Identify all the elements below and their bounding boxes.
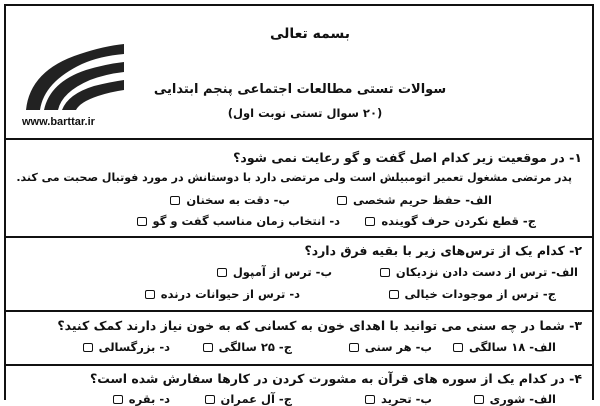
checkbox-icon[interactable] [203, 343, 213, 352]
exam-note: (۲۰ سوال تستی نوبت اول) [227, 106, 383, 120]
checkbox-icon[interactable] [83, 343, 93, 352]
question-2-option-c[interactable] [389, 287, 556, 301]
question-4-option-b[interactable] [365, 392, 432, 406]
checkbox-icon[interactable] [337, 196, 347, 205]
checkbox-icon[interactable] [474, 395, 484, 404]
question-3-option-d[interactable] [83, 340, 170, 354]
option-label: ج- قطع نکردن حرف گوینده [381, 214, 536, 228]
option-label: ب- هر سنی [364, 340, 432, 354]
question-2-option-a[interactable] [380, 265, 578, 279]
question-2-option-b[interactable] [217, 265, 332, 279]
question-4-option-a[interactable] [474, 392, 556, 406]
option-label: الف- ۱۸ سالگی [468, 340, 556, 354]
question-1-option-d[interactable] [137, 214, 341, 228]
page-title: بسمه تعالی [269, 26, 351, 42]
option-label: د- بقره [128, 392, 170, 406]
exam-subtitle: سوالات تستی مطالعات اجتماعی پنجم ابتدایی [153, 82, 447, 97]
option-label: د- انتخاب زمان مناسب گفت و گو [152, 214, 340, 228]
question-3-option-a[interactable] [453, 340, 556, 354]
option-label: ج- ترس از موجودات خیالی [404, 287, 556, 301]
question-2-option-d[interactable] [145, 287, 300, 301]
checkbox-icon[interactable] [365, 217, 375, 226]
question-4-option-c[interactable] [205, 392, 292, 406]
question-1-title: ۱- در موقعیت زیر کدام اصل گفت و گو رعایت نمی شود؟ [233, 150, 582, 165]
option-label: ج- آل عمران [220, 392, 292, 406]
option-label: الف- حفظ حریم شخصی [353, 193, 492, 207]
option-label: الف- شوری [489, 392, 556, 406]
option-label: ب- ترس از آمپول [232, 265, 332, 279]
checkbox-icon[interactable] [217, 268, 227, 277]
option-label: ب- تحرید [380, 392, 432, 406]
checkbox-icon[interactable] [113, 395, 123, 404]
checkbox-icon[interactable] [145, 290, 155, 299]
question-3-option-c[interactable] [203, 340, 292, 354]
checkbox-icon[interactable] [137, 217, 147, 226]
option-label: ب- دقت به سخنان [186, 193, 290, 207]
checkbox-icon[interactable] [365, 395, 375, 404]
option-label: د- بزرگسالی [98, 340, 170, 354]
question-1-option-a[interactable] [337, 193, 492, 207]
checkbox-icon[interactable] [170, 196, 180, 205]
question-3-option-b[interactable] [349, 340, 432, 354]
question-4-option-d[interactable] [113, 392, 170, 406]
question-divider [6, 310, 594, 312]
option-label: د- ترس از حیوانات درنده [160, 287, 300, 301]
question-4-title: ۴- در کدام یک از سوره های قرآن به مشورت کردن در کارها سفارش شده است؟ [89, 371, 582, 386]
site-url: www.barttar.ir [22, 116, 95, 128]
question-2-title: ۲- کدام یک از ترس‌های زیر با بقیه فرق دارد؟ [304, 243, 582, 258]
question-3-title: ۳- شما در چه سنی می توانید با اهدای خون به کسانی که به خون نیاز دارند کمک کنید؟ [57, 318, 582, 333]
question-1-description: پدر مرتضی مشغول تعمیر اتومبیلش است ولی مرتضی دارد با دوستانش در مورد فوتبال صحبت می کند. [16, 171, 572, 184]
option-label: ج- ۲۵ سالگی [218, 340, 292, 354]
checkbox-icon[interactable] [205, 395, 215, 404]
checkbox-icon[interactable] [453, 343, 463, 352]
header-divider [6, 138, 594, 140]
checkbox-icon[interactable] [380, 268, 390, 277]
checkbox-icon[interactable] [349, 343, 359, 352]
checkbox-icon[interactable] [389, 290, 399, 299]
question-1-option-c[interactable] [365, 214, 536, 228]
question-divider [6, 364, 594, 366]
barttar-logo-icon [20, 40, 128, 112]
option-label: الف- ترس از دست دادن نزدیکان [395, 265, 578, 279]
question-1-option-b[interactable] [170, 193, 290, 207]
question-divider [6, 236, 594, 238]
